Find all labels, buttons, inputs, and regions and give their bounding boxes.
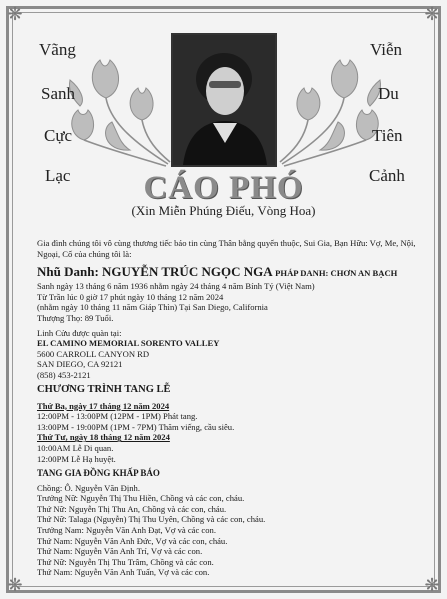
corner-ornament-icon: ❋: [424, 575, 440, 595]
corner-ornament-icon: ❋: [424, 4, 440, 24]
program-day-2-item: 12:00PM Lễ Hạ huyệt.: [37, 453, 116, 464]
birth-date: Sanh ngày 13 tháng 6 năm 1936 nhằm ngày 24 tháng 4 năm Bính Tý (Việt Nam): [37, 281, 315, 292]
location-address-1: 5600 CARROLL CANYON RD: [37, 348, 150, 359]
tulip-left-icon: [60, 40, 175, 170]
family-member: Trưởng Nữ: Nguyễn Thị Thu Hiền, Chồng và các con, cháu.: [37, 493, 245, 504]
program-day-2-item: 10:00AM Lễ Di quan.: [37, 442, 114, 453]
location-label: Linh Cửu được quàn tại:: [37, 327, 122, 338]
location-address-2: SAN DIEGO, CA 92121: [37, 359, 123, 370]
page-subtitle: (Xin Miễn Phúng Điếu, Vòng Hoa): [131, 203, 316, 218]
family-member: Thứ Nam: Nguyễn Văn Anh Trí, Vợ và các con.: [37, 546, 203, 557]
program-heading: CHƯƠNG TRÌNH TANG LỄ: [37, 383, 171, 395]
death-date: Từ Trần lúc 0 giờ 17 phút ngày 10 tháng 12 năm 2024: [37, 291, 224, 302]
program-day-2: Thứ Tư, ngày 18 tháng 12 năm 2024: [37, 432, 170, 443]
couplet-left-4: Lạc: [45, 166, 71, 185]
location-name: EL CAMINO MEMORIAL SORENTO VALLEY: [37, 338, 220, 349]
corner-ornament-icon: ❋: [7, 4, 23, 24]
family-member: Thứ Nam: Nguyễn Văn Anh Đức, Vợ và các con, cháu.: [37, 535, 228, 546]
family-member: Trưởng Nam: Nguyễn Văn Anh Đạt, Vợ và các con.: [37, 525, 216, 536]
program-day-1-item: 12:00PM - 13:00PM (12PM - 1PM) Phát tang.: [37, 411, 198, 422]
couplet-right-2: Du: [378, 84, 399, 103]
corner-ornament-icon: ❋: [7, 575, 23, 595]
couplet-left-2: Sanh: [41, 84, 75, 103]
intro-text: Gia đình chúng tôi vô cùng thương tiếc báo tin cùng Thân bằng quyến thuộc, Sui Gia, Bạn Hữu: Vợ, Me, Nội, Ngoại, Cố của chúng tôi là:: [37, 238, 416, 259]
family-member: Thứ Nữ: Nguyễn Thị Thu Trâm, Chồng và các con.: [37, 556, 214, 567]
deceased-name-line: [37, 264, 417, 281]
couplet-right-4: Cảnh: [369, 166, 405, 185]
couplet-left-3: Cực: [44, 126, 73, 145]
family-heading: TANG GIA ĐỒNG KHẤP BÁO: [37, 468, 160, 479]
age: Thượng Thọ: 89 Tuổi.: [37, 312, 114, 323]
deceased-name: Nhũ Danh: NGUYỄN TRÚC NGỌC NGA: [37, 264, 272, 280]
location-phone: (858) 453-2121: [37, 369, 91, 380]
couplet-left-1: Vãng: [39, 40, 76, 59]
couplet-right-1: Viễn: [370, 40, 403, 59]
couplet-right-3: Tiên: [372, 126, 403, 145]
family-member: Thứ Nữ: Talaga (Nguyễn) Thị Thu Uyên, Chồng và các con, cháu.: [37, 514, 266, 525]
family-member: Thứ Nữ: Nguyễn Thị Thu An, Chồng và các con, cháu.: [37, 503, 227, 514]
portrait-photo: [171, 33, 277, 167]
family-member: Chồng: Ô. Nguyễn Văn Định.: [37, 482, 140, 493]
death-date-lunar: (nhằm ngày 10 tháng 11 năm Giáp Thìn) Tại San Diego, California: [37, 302, 268, 313]
obituary-body: [37, 238, 417, 578]
dharma-name: PHÁP DANH: CHƠN AN BẠCH: [275, 268, 398, 279]
program-day-1-item: 13:00PM - 19:00PM (1PM - 7PM) Thăm viếng, cầu siêu.: [37, 421, 235, 432]
family-member: Thứ Nam: Nguyễn Văn Anh Tuấn, Vợ và các con.: [37, 567, 210, 578]
program-day-1: Thứ Ba, ngày 17 tháng 12 năm 2024: [37, 400, 170, 411]
page-title: CÁO PHÓ: [143, 170, 304, 206]
